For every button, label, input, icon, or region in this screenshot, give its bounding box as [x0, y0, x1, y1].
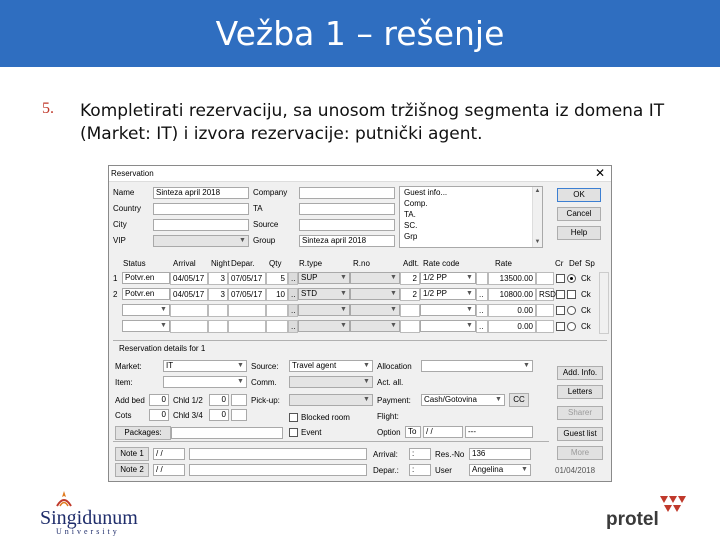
singidunum-logo — [40, 492, 160, 536]
row-flag[interactable]: Ck — [581, 290, 591, 299]
act-all-label: Act. all. — [377, 378, 404, 387]
pickup-label: Pick-up: — [251, 396, 280, 405]
more-button[interactable]: More — [557, 446, 603, 460]
help-button[interactable]: Help — [557, 226, 601, 240]
profile-list[interactable] — [399, 186, 543, 248]
country-label: Country — [113, 204, 142, 213]
vip-select[interactable] — [153, 235, 249, 247]
dialog-titlebar — [109, 166, 611, 182]
packages-field[interactable] — [171, 427, 283, 439]
divider — [113, 441, 549, 442]
source-label: Source — [253, 220, 279, 229]
allocation-select[interactable] — [421, 360, 533, 372]
row-departure[interactable] — [228, 304, 266, 317]
row-currency[interactable]: RSD — [536, 288, 554, 301]
list-item[interactable]: Guest info... — [404, 188, 448, 197]
ta-label: TA — [253, 204, 263, 213]
note2-date-field[interactable]: / / — [153, 464, 185, 476]
row-adults[interactable] — [400, 320, 420, 333]
row-status-select[interactable] — [122, 304, 170, 316]
row-dots-button[interactable]: .. — [288, 288, 298, 301]
ok-button[interactable]: OK — [557, 188, 601, 202]
row-rate[interactable]: 0.00 — [488, 304, 536, 317]
chevron-down-icon: ▼ — [390, 290, 397, 297]
date-stamp: 01/04/2018 — [555, 466, 596, 475]
arrival-time-field[interactable]: : — [409, 448, 431, 460]
row-departure[interactable]: 07/05/17 — [228, 288, 266, 301]
singidunum-emblem-icon — [54, 490, 74, 508]
row-status-select[interactable]: Potvr.en — [122, 272, 170, 284]
chevron-down-icon: ▼ — [160, 306, 167, 313]
row-dots-button[interactable]: .. — [476, 320, 488, 333]
profile-list-scrollbar[interactable] — [532, 187, 542, 247]
chevron-down-icon[interactable]: ▼ — [534, 239, 541, 245]
chevron-down-icon: ▼ — [466, 274, 473, 281]
row-status-select[interactable]: Potvr.en — [122, 288, 170, 300]
grid-header-sp: Sp — [585, 259, 595, 268]
row-cr-checkbox[interactable] — [556, 306, 565, 315]
option-date-field[interactable]: / / — [423, 426, 463, 438]
chevron-down-icon: ▼ — [160, 322, 167, 329]
company-label: Company — [253, 188, 288, 197]
slide-title: Vežba 1 – rešenje — [0, 0, 720, 67]
row-cr-checkbox[interactable] — [556, 290, 565, 299]
arrival-time-label: Arrival: — [373, 450, 398, 459]
group-label: Group — [253, 236, 276, 245]
row-number: 2 — [113, 290, 118, 299]
city-label: City — [113, 220, 127, 229]
source-select[interactable]: Travel agent ▼ — [289, 360, 373, 372]
protel-triangles-icon — [658, 494, 686, 516]
list-item[interactable]: SC. — [404, 221, 418, 230]
protel-logo — [606, 494, 690, 534]
row-rate[interactable]: 0.00 — [488, 320, 536, 333]
cots-field[interactable]: 0 — [149, 409, 169, 421]
event-checkbox[interactable] — [289, 428, 298, 437]
chevron-down-icon: ▼ — [237, 378, 244, 385]
grid-header-arrival: Arrival — [173, 259, 196, 268]
note1-button[interactable]: Note 1 — [115, 447, 149, 461]
row-def-radio[interactable] — [567, 306, 576, 315]
row-nights[interactable]: 3 — [208, 288, 228, 301]
event-label: Event — [301, 428, 322, 437]
row-rate[interactable]: 13500.00 — [488, 272, 536, 285]
list-item[interactable]: Grp — [404, 232, 418, 241]
row-arrival[interactable]: 04/05/17 — [170, 272, 208, 285]
chevron-down-icon: ▼ — [390, 274, 397, 281]
source-field[interactable] — [299, 219, 395, 231]
chevron-down-icon: ▼ — [239, 237, 246, 244]
row-dots-button[interactable] — [476, 272, 488, 285]
option-type-field[interactable]: To — [405, 426, 421, 438]
row-rate-code-select[interactable]: 1/2 PP ▼ — [420, 272, 476, 284]
dialog-title: Reservation — [111, 169, 154, 178]
chevron-down-icon: ▼ — [466, 306, 473, 313]
row-rtype-select[interactable]: SUP ▼ — [298, 272, 350, 284]
protel-wordmark: protel — [606, 509, 659, 530]
grid-header-qty: Qty — [269, 259, 282, 268]
chevron-down-icon: ▼ — [340, 322, 347, 329]
row-qty[interactable] — [266, 304, 288, 317]
note1-text-field[interactable] — [189, 448, 367, 460]
grid-scrollbar[interactable] — [599, 272, 609, 334]
chevron-down-icon: ▼ — [523, 362, 530, 369]
row-dots-button[interactable]: .. — [476, 288, 488, 301]
row-flag[interactable]: Ck — [581, 306, 591, 315]
chevron-down-icon: ▼ — [340, 306, 347, 313]
user-label: User — [435, 466, 452, 475]
group-field[interactable]: Sinteza april 2018 — [299, 235, 395, 247]
chevron-down-icon: ▼ — [237, 362, 244, 369]
row-adults[interactable]: 2 — [400, 272, 420, 285]
chld1-label: Chld 1/2 — [173, 396, 203, 405]
payment-select[interactable]: Cash/Gotovina ▼ — [421, 394, 505, 406]
row-nights[interactable]: 3 — [208, 272, 228, 285]
row-arrival[interactable] — [170, 320, 208, 333]
chld2-label: Chld 3/4 — [173, 411, 203, 420]
chld2-field[interactable]: 0 — [209, 409, 229, 421]
chld2-extra-field[interactable] — [231, 409, 247, 421]
city-field[interactable] — [153, 219, 249, 231]
item-select[interactable] — [163, 376, 247, 388]
row-arrival[interactable] — [170, 304, 208, 317]
list-item[interactable]: Comp. — [404, 199, 428, 208]
row-dots-button[interactable]: .. — [288, 304, 298, 317]
note1-date-field[interactable]: / / — [153, 448, 185, 460]
chevron-down-icon: ▼ — [363, 362, 370, 369]
option-label: Option — [377, 428, 401, 437]
row-flag[interactable]: Ck — [581, 322, 591, 331]
grid-header-rate: Rate — [495, 259, 512, 268]
blocked-room-label: Blocked room — [301, 413, 350, 422]
company-field[interactable] — [299, 187, 395, 199]
singidunum-wordmark: Singidunum — [40, 507, 138, 529]
name-label: Name — [113, 188, 135, 197]
pickup-select[interactable] — [289, 394, 373, 406]
row-def-radio[interactable] — [567, 274, 576, 283]
close-icon[interactable]: ✕ — [594, 166, 605, 180]
comm-label: Comm. — [251, 378, 277, 387]
comm-select[interactable] — [289, 376, 373, 388]
chevron-down-icon: ▼ — [466, 290, 473, 297]
row-nights[interactable] — [208, 320, 228, 333]
departure-time-field[interactable]: : — [409, 464, 431, 476]
market-select[interactable]: IT ▼ — [163, 360, 247, 372]
list-item[interactable]: TA. — [404, 210, 416, 219]
row-rtype-select[interactable] — [298, 304, 350, 316]
row-flag[interactable]: Ck — [581, 274, 591, 283]
source-detail-label: Source: — [251, 362, 279, 371]
slide-body-text: Kompletirati rezervaciju, sa unosom tržišnog segmenta iz domena IT (Market: IT) i izvora rezervacije: putnički agent. — [80, 101, 665, 144]
market-label: Market: — [115, 362, 142, 371]
option-text-field[interactable]: --- — [465, 426, 533, 438]
row-cr-checkbox[interactable] — [556, 274, 565, 283]
chevron-down-icon: ▼ — [390, 306, 397, 313]
cots-label: Cots — [115, 411, 132, 420]
row-departure[interactable] — [228, 320, 266, 333]
row-departure[interactable]: 07/05/17 — [228, 272, 266, 285]
chevron-down-icon: ▼ — [521, 466, 528, 473]
row-currency[interactable] — [536, 320, 554, 333]
chevron-down-icon: ▼ — [363, 378, 370, 385]
divider — [113, 340, 607, 341]
bullet-number: 5. — [42, 100, 54, 117]
row-def-checkbox[interactable] — [567, 290, 576, 299]
row-rno-select[interactable] — [350, 304, 400, 316]
cancel-button[interactable]: Cancel — [557, 207, 601, 221]
row-qty[interactable]: 10 — [266, 288, 288, 301]
name-field[interactable]: Sinteza april 2018 — [153, 187, 249, 199]
flight-label: Flight: — [377, 412, 399, 421]
payment-label: Payment: — [377, 396, 411, 405]
chevron-down-icon: ▼ — [390, 322, 397, 329]
row-dots-button[interactable]: .. — [288, 320, 298, 333]
row-status-select[interactable] — [122, 320, 170, 332]
res-no-field[interactable]: 136 — [469, 448, 531, 460]
letters-button[interactable]: Letters — [557, 385, 603, 399]
chevron-down-icon: ▼ — [363, 396, 370, 403]
grid-header-adults: Adlt. — [403, 259, 420, 268]
row-adults[interactable] — [400, 304, 420, 317]
departure-time-label: Depar.: — [373, 466, 399, 475]
row-dots-button[interactable]: .. — [288, 272, 298, 285]
res-no-label: Res.-No — [435, 450, 465, 459]
sharer-button[interactable]: Sharer — [557, 406, 603, 420]
note2-text-field[interactable] — [189, 464, 367, 476]
country-field[interactable] — [153, 203, 249, 215]
row-rtype-select[interactable]: STD ▼ — [298, 288, 350, 300]
row-adults[interactable]: 2 — [400, 288, 420, 301]
reservation-dialog — [108, 165, 612, 482]
chld1-extra-field[interactable] — [231, 394, 247, 406]
item-label: Item: — [115, 378, 133, 387]
grid-header-rno: R.no — [353, 259, 370, 268]
row-rate-code-select[interactable] — [420, 320, 476, 332]
singidunum-subtitle: University — [56, 527, 120, 536]
add-bed-field[interactable]: 0 — [149, 394, 169, 406]
row-nights[interactable] — [208, 304, 228, 317]
grid-header-departure: Depar. — [231, 259, 255, 268]
chld1-field[interactable]: 0 — [209, 394, 229, 406]
chevron-down-icon: ▼ — [466, 322, 473, 329]
row-def-radio[interactable] — [567, 322, 576, 331]
add-info-button[interactable]: Add. Info. — [557, 366, 603, 380]
ta-field[interactable] — [299, 203, 395, 215]
cc-button[interactable]: CC — [509, 393, 529, 407]
row-rno-select[interactable] — [350, 288, 400, 300]
row-rate-code-select[interactable] — [420, 304, 476, 316]
packages-button[interactable]: Packages: — [115, 426, 171, 440]
row-arrival[interactable]: 04/05/17 — [170, 288, 208, 301]
grid-header-cr: Cr — [555, 259, 564, 268]
row-number: 1 — [113, 274, 118, 283]
blocked-room-checkbox[interactable] — [289, 413, 298, 422]
grid-header-rate-code: Rate code — [423, 259, 460, 268]
details-section-title: Reservation details for 1 — [119, 344, 206, 353]
row-rno-select[interactable] — [350, 272, 400, 284]
chevron-down-icon: ▼ — [495, 396, 502, 403]
grid-header-def: Def — [569, 259, 582, 268]
user-select[interactable]: Angelina ▼ — [469, 464, 531, 476]
row-currency[interactable] — [536, 272, 554, 285]
grid-header-rtype: R.type — [299, 259, 323, 268]
row-cr-checkbox[interactable] — [556, 322, 565, 331]
add-bed-label: Add bed — [115, 396, 145, 405]
row-qty[interactable] — [266, 320, 288, 333]
row-dots-button[interactable]: .. — [476, 304, 488, 317]
row-rtype-select[interactable] — [298, 320, 350, 332]
vip-label: VIP — [113, 236, 126, 245]
row-rate-code-select[interactable]: 1/2 PP ▼ — [420, 288, 476, 300]
row-rno-select[interactable] — [350, 320, 400, 332]
row-rate[interactable]: 10800.00 — [488, 288, 536, 301]
row-qty[interactable]: 5 — [266, 272, 288, 285]
chevron-down-icon: ▼ — [340, 290, 347, 297]
guest-list-button[interactable]: Guest list — [557, 427, 603, 441]
row-currency[interactable] — [536, 304, 554, 317]
grid-header-nights: Night — [211, 259, 230, 268]
chevron-up-icon[interactable]: ▲ — [534, 188, 541, 194]
grid-header-status: Status — [123, 259, 146, 268]
chevron-down-icon: ▼ — [340, 274, 347, 281]
allocation-label: Allocation — [377, 362, 412, 371]
note2-button[interactable]: Note 2 — [115, 463, 149, 477]
